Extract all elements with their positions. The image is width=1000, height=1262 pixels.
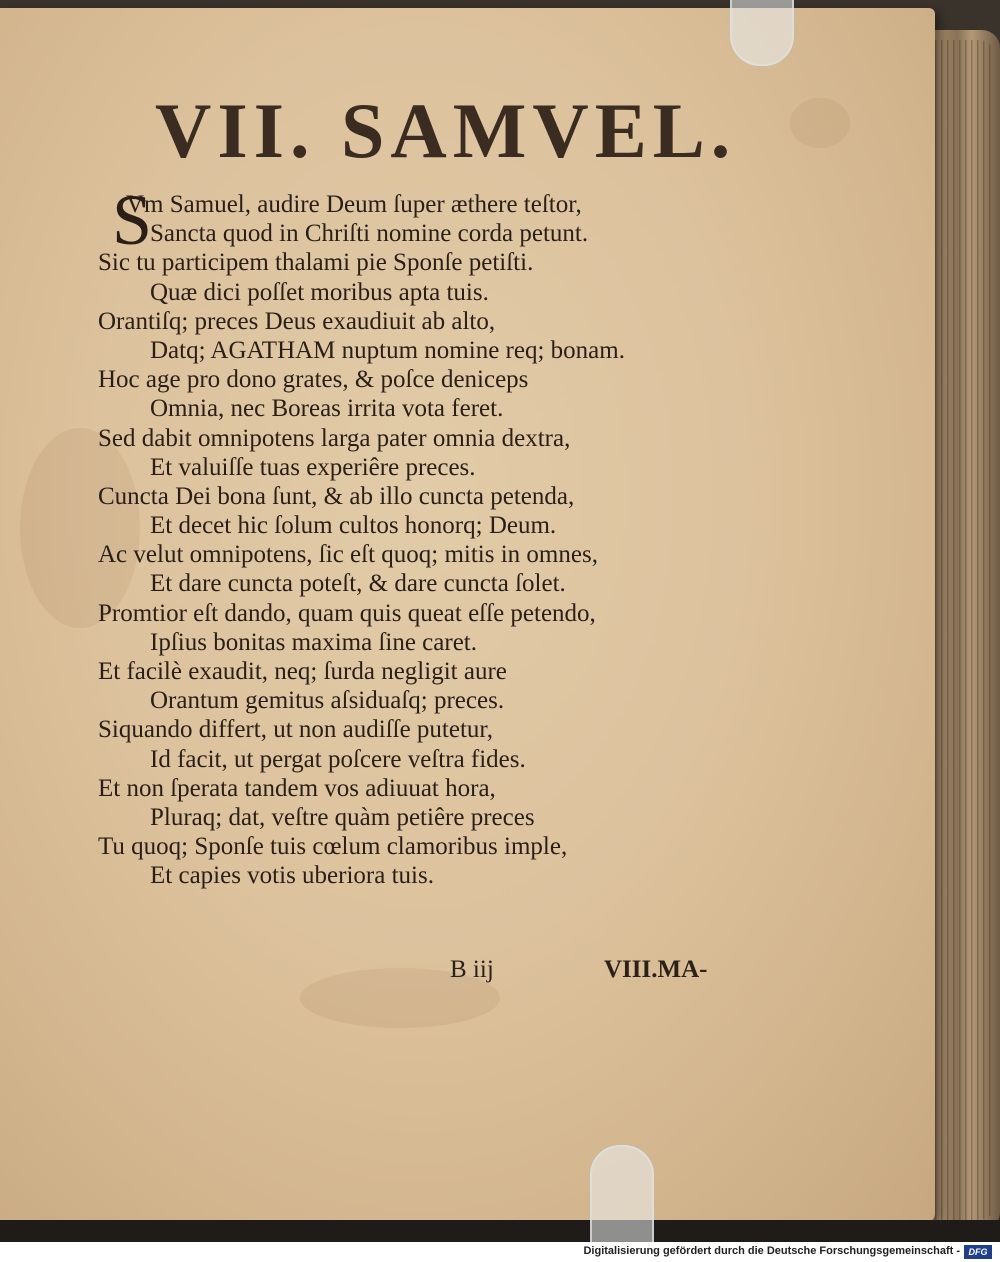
poem-line: Orantum gemitus aſsiduaſq; preces. bbox=[150, 687, 505, 715]
poem-line: Cuncta Dei bona ſunt, & ab illo cuncta petenda, bbox=[98, 482, 575, 510]
book-bottom-shadow bbox=[0, 1220, 1000, 1242]
poem-line: Siquando differt, ut non audiſſe putetur, bbox=[98, 716, 493, 744]
poem-line: Et capies votis uberiora tuis. bbox=[150, 862, 434, 890]
page-heading: VII. SAMVEL. bbox=[155, 87, 737, 174]
paper-stain bbox=[790, 98, 850, 148]
poem-line: Sic tu participem thalami pie Sponſe petiſti. bbox=[98, 249, 534, 277]
poem-line: Et decet hic ſolum cultos honorq; Deum. bbox=[150, 512, 557, 540]
poem-line: Ac velut omnipotens, ſic eſt quoq; mitis in omnes, bbox=[98, 541, 598, 569]
poem-line: Quæ dici poſſet moribus apta tuis. bbox=[150, 278, 489, 306]
poem-text bbox=[98, 190, 738, 891]
drop-capital: S bbox=[112, 180, 153, 260]
poem-line: Sed dabit omnipotens larga pater omnia dextra, bbox=[98, 424, 571, 452]
catchword: VIII.MA- bbox=[604, 956, 708, 983]
poem-line: Pluraq; dat, veſtre quàm petiêre preces bbox=[150, 803, 535, 831]
poem-line: Et valuiſſe tuas experiêre preces. bbox=[150, 453, 476, 481]
poem-line: Id facit, ut pergat poſcere veſtra fides. bbox=[150, 745, 526, 773]
page-clip-top bbox=[730, 0, 794, 66]
poem-line: Tu quoq; Sponſe tuis cœlum clamoribus imple, bbox=[98, 833, 568, 861]
poem-line: Et facilè exaudit, neq; ſurda negligit aure bbox=[98, 658, 507, 685]
poem-line: Datq; AGATHAM nuptum nomine req; bonam. bbox=[150, 336, 625, 364]
poem-line: Promtior eſt dando, quam quis queat eſſe petendo, bbox=[98, 599, 596, 627]
poem-line: Omnia, nec Boreas irrita vota feret. bbox=[150, 395, 504, 423]
signature-mark: B iij bbox=[450, 956, 494, 983]
poem-line: Ipſius bonitas maxima ſine caret. bbox=[150, 628, 477, 656]
poem-line: Et non ſperata tandem vos adiuuat hora, bbox=[98, 774, 496, 802]
funding-credit: Digitalisierung gefördert durch die Deutsche Forschungsgemeinschaft - bbox=[583, 1245, 960, 1257]
poem-line: Hoc age pro dono grates, & poſce deniceps bbox=[98, 366, 529, 394]
page-clip-bottom bbox=[590, 1145, 654, 1249]
poem-line: Sancta quod in Chriſti nomine corda petunt. bbox=[150, 220, 589, 248]
poem-line: Et dare cuncta poteſt, & dare cuncta ſolet. bbox=[150, 570, 566, 598]
poem-line: Vm Samuel, audire Deum ſuper æthere teſtor, bbox=[126, 191, 582, 218]
digitization-footer bbox=[0, 1242, 1000, 1262]
dfg-logo-icon: DFG bbox=[964, 1245, 992, 1259]
poem-line: Orantiſq; preces Deus exaudiuit ab alto, bbox=[98, 307, 496, 335]
